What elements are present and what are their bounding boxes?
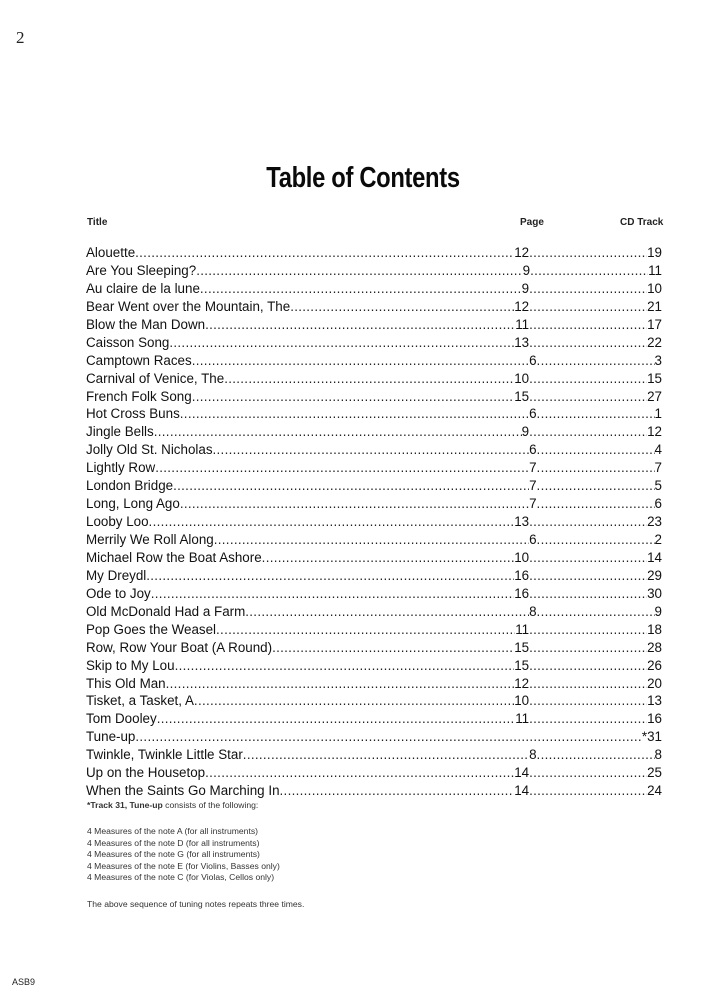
toc-entry-page: 9 — [521, 424, 530, 440]
toc-entry-track: 21 — [647, 298, 662, 314]
dot-leader — [537, 441, 655, 459]
toc-entry-title: Old McDonald Had a Farm — [86, 603, 246, 619]
toc-entry-title: Up on the Housetop — [86, 765, 206, 781]
dot-leader — [245, 603, 529, 621]
toc-entry-track: 29 — [647, 567, 662, 583]
toc-entry — [86, 441, 662, 459]
toc-entry-title: Blow the Man Down — [86, 316, 206, 332]
column-header-cd-track: CD Track — [620, 217, 664, 228]
dot-leader — [180, 405, 529, 423]
toc-entry-title: Michael Row the Boat Ashore — [86, 549, 262, 565]
toc-entry-title: When the Saints Go Marching In — [86, 783, 280, 799]
toc-entry-track: 30 — [647, 585, 662, 601]
toc-entry-title: Tisket, a Tasket, A — [86, 693, 194, 709]
dot-leader — [135, 728, 642, 746]
toc-entry-track: *31 — [641, 729, 662, 745]
toc-entry — [86, 657, 662, 675]
toc-entry-title: Looby Loo — [86, 514, 149, 530]
toc-entry — [86, 603, 662, 621]
footnote-line: 4 Measures of the note E (for Violins, Basses only) — [87, 860, 280, 871]
toc-entry-page: 11 — [515, 316, 530, 332]
toc-entry-track: 25 — [647, 765, 662, 781]
toc-entry-page: 9 — [521, 280, 530, 296]
dot-leader — [243, 746, 529, 764]
toc-entry-title: This Old Man — [86, 675, 166, 691]
dot-leader — [529, 316, 647, 334]
toc-entry — [86, 405, 662, 423]
toc-entry — [86, 513, 662, 531]
toc-entry-page: 10 — [514, 693, 530, 709]
dot-leader — [529, 388, 647, 406]
toc-entry-title: Carnival of Venice, The — [86, 370, 225, 386]
dot-leader — [151, 585, 514, 603]
dot-leader — [290, 298, 514, 316]
toc-entry — [86, 423, 662, 441]
toc-entry-track: 14 — [647, 549, 662, 565]
dot-leader — [196, 262, 522, 280]
dot-leader — [529, 710, 647, 728]
toc-entry-track: 24 — [647, 783, 662, 799]
toc-entry-title: Tom Dooley — [86, 711, 157, 727]
toc-entry-title: Tune-up — [86, 729, 136, 745]
toc-entry-title: Caisson Song — [86, 334, 170, 350]
dot-leader — [529, 334, 647, 352]
toc-entry-track: 16 — [647, 711, 662, 727]
toc-entry-title: Camptown Races — [86, 352, 192, 368]
toc-entry-page: 16 — [514, 585, 530, 601]
toc-entry-title: Lightly Row — [86, 460, 156, 476]
footer-code: ASB9 — [12, 977, 36, 987]
dot-leader — [169, 334, 514, 352]
toc-entry-title: Long, Long Ago — [86, 496, 180, 512]
toc-entry-page: 15 — [514, 657, 530, 673]
toc-entry — [86, 316, 662, 334]
toc-entry — [86, 728, 662, 746]
dot-leader — [529, 675, 647, 693]
toc-entry — [86, 477, 662, 495]
toc-entry-title: Hot Cross Buns — [86, 406, 180, 422]
dot-leader — [166, 675, 515, 693]
toc-entry-track: 10 — [647, 280, 662, 296]
toc-entry-track: 3 — [654, 352, 662, 368]
toc-entry-track: 27 — [647, 388, 662, 404]
toc-entry — [86, 639, 662, 657]
dot-leader — [224, 370, 514, 388]
dot-leader — [157, 710, 515, 728]
toc-entry-page: 9 — [522, 262, 531, 278]
footnote-line: 4 Measures of the note G (for all instruments) — [87, 849, 260, 860]
footnote-heading-bold: *Track 31, Tune-up — [87, 800, 163, 810]
toc-entry — [86, 388, 662, 406]
footnote-heading-rest: consists of the following: — [162, 800, 259, 810]
toc-entry-track: 15 — [647, 370, 662, 386]
toc-entry-track: 17 — [647, 316, 662, 332]
dot-leader — [529, 280, 647, 298]
toc-entry — [86, 370, 662, 388]
toc-entry-track: 20 — [647, 675, 662, 691]
footnote-closing: The above sequence of tuning notes repeats three times. — [87, 899, 305, 909]
toc-entry-page: 12 — [514, 675, 530, 691]
dot-leader — [537, 477, 655, 495]
toc-entry-track: 7 — [654, 460, 662, 476]
dot-leader — [529, 298, 647, 316]
toc-entry — [86, 495, 662, 513]
toc-entry — [86, 334, 662, 352]
toc-entry-page: 14 — [514, 765, 530, 781]
dot-leader — [192, 352, 529, 370]
toc-entry-track: 8 — [654, 747, 662, 763]
dot-leader — [537, 405, 655, 423]
dot-leader — [192, 388, 515, 406]
toc-entry-title: Au claire de la lune — [86, 280, 200, 296]
dot-leader — [280, 782, 515, 800]
toc-entry — [86, 585, 662, 603]
toc-entry-title: Merrily We Roll Along — [86, 532, 214, 547]
footnote-list — [87, 826, 280, 884]
toc-entry-track: 19 — [647, 245, 662, 260]
toc-entry-track: 9 — [654, 603, 662, 619]
table-of-contents-list — [86, 244, 662, 800]
dot-leader — [529, 764, 647, 782]
toc-entry-page: 15 — [514, 388, 530, 404]
dot-leader — [537, 352, 655, 370]
toc-entry-title: Row, Row Your Boat (A Round) — [86, 639, 273, 655]
dot-leader — [529, 567, 647, 585]
dot-leader — [216, 621, 515, 639]
toc-entry-page: 13 — [514, 334, 530, 350]
footnote-line: 4 Measures of the note D (for all instruments) — [87, 837, 260, 848]
dot-leader — [173, 477, 529, 495]
dot-leader — [529, 513, 647, 531]
toc-entry-page: 7 — [529, 478, 537, 494]
toc-entry-title: Pop Goes the Weasel — [86, 621, 217, 637]
dot-leader — [529, 639, 647, 657]
dot-leader — [537, 603, 655, 621]
dot-leader — [200, 280, 522, 298]
toc-entry-page: 8 — [529, 747, 537, 763]
dot-leader — [537, 746, 655, 764]
dot-leader — [194, 692, 514, 710]
toc-entry-title: Skip to My Lou — [86, 657, 175, 673]
toc-entry — [86, 459, 662, 477]
toc-entry-title: My Dreydl — [86, 567, 147, 583]
dot-leader — [529, 657, 647, 675]
toc-entry — [86, 531, 662, 549]
dot-leader — [149, 513, 515, 531]
footnote-line: 4 Measures of the note C (for Violas, Cellos only) — [87, 872, 275, 883]
toc-entry-title: Bear Went over the Mountain, The — [86, 298, 291, 314]
dot-leader — [529, 370, 647, 388]
toc-entry-page: 11 — [515, 621, 530, 637]
footnote-line: 4 Measures of the note A (for all instruments) — [87, 826, 259, 836]
toc-entry-page: 6 — [529, 406, 537, 422]
toc-entry — [86, 675, 662, 693]
toc-entry-page: 12 — [514, 298, 530, 314]
toc-entry — [86, 298, 662, 316]
page-title: Table of Contents — [266, 162, 460, 194]
toc-entry-page: 8 — [529, 603, 537, 619]
dot-leader — [529, 244, 647, 262]
toc-entry-page: 11 — [515, 711, 530, 727]
toc-entry — [86, 262, 662, 280]
page-number: 2 — [16, 28, 25, 47]
toc-entry-page: 16 — [514, 567, 530, 583]
toc-entry — [86, 746, 662, 764]
toc-entry-title: French Folk Song — [86, 388, 192, 404]
toc-entry-page: 14 — [514, 783, 530, 799]
toc-entry-title: Jolly Old St. Nicholas — [86, 442, 213, 458]
toc-entry-track: 18 — [647, 621, 662, 637]
dot-leader — [529, 423, 647, 441]
toc-entry-page: 6 — [529, 442, 537, 458]
toc-entry-page: 7 — [529, 460, 537, 476]
toc-entry-page: 10 — [514, 549, 530, 565]
dot-leader — [537, 459, 655, 477]
dot-leader — [537, 495, 655, 513]
toc-entry — [86, 567, 662, 585]
dot-leader — [205, 316, 515, 334]
toc-entry-page: 12 — [514, 245, 530, 260]
dot-leader — [214, 531, 529, 549]
toc-entry-track: 26 — [647, 657, 662, 673]
toc-entry — [86, 710, 662, 728]
toc-entry-title: Twinkle, Twinkle Little Star — [86, 747, 243, 763]
toc-entry — [86, 782, 662, 800]
toc-entry-track: 12 — [647, 424, 662, 440]
toc-entry-page: 7 — [529, 496, 537, 512]
toc-entry-track: 1 — [654, 406, 662, 422]
toc-entry — [86, 549, 662, 567]
toc-entry-title: Alouette — [86, 245, 136, 260]
toc-entry-page: 6 — [529, 532, 537, 547]
column-header-page: Page — [520, 217, 544, 228]
toc-entry — [86, 621, 662, 639]
toc-entry-track: 22 — [647, 334, 662, 350]
toc-entry — [86, 764, 662, 782]
dot-leader — [529, 585, 647, 603]
toc-entry-title: Jingle Bells — [86, 424, 154, 440]
column-header-title: Title — [87, 217, 108, 228]
dot-leader — [530, 262, 648, 280]
toc-entry-track: 23 — [647, 514, 662, 530]
toc-entry — [86, 692, 662, 710]
toc-entry-track: 11 — [648, 262, 662, 278]
dot-leader — [272, 639, 514, 657]
dot-leader — [135, 244, 514, 262]
toc-entry-title: Ode to Joy — [86, 585, 151, 601]
toc-entry — [86, 244, 662, 262]
toc-entry-page: 6 — [529, 352, 537, 368]
toc-entry-track: 28 — [647, 639, 662, 655]
toc-entry-title: Are You Sleeping? — [86, 262, 197, 278]
toc-entry-title: London Bridge — [86, 478, 174, 494]
dot-leader — [205, 764, 514, 782]
toc-entry-track: 2 — [654, 532, 662, 547]
dot-leader — [175, 657, 515, 675]
dot-leader — [180, 495, 529, 513]
footnote-heading — [87, 800, 258, 812]
toc-entry-page: 13 — [514, 514, 530, 530]
toc-entry-track: 13 — [647, 693, 662, 709]
dot-leader — [155, 459, 529, 477]
dot-leader — [146, 567, 514, 585]
toc-entry-track: 4 — [654, 442, 662, 458]
dot-leader — [529, 621, 647, 639]
toc-entry-track: 5 — [654, 478, 662, 494]
toc-entry-page: 15 — [514, 639, 530, 655]
toc-entry-page: 10 — [514, 370, 530, 386]
dot-leader — [529, 549, 647, 567]
dot-leader — [213, 441, 530, 459]
dot-leader — [154, 423, 522, 441]
toc-entry-track: 6 — [654, 496, 662, 512]
dot-leader — [262, 549, 515, 567]
toc-entry — [86, 280, 662, 298]
dot-leader — [529, 692, 647, 710]
toc-entry — [86, 352, 662, 370]
dot-leader — [537, 531, 655, 549]
dot-leader — [529, 782, 647, 800]
